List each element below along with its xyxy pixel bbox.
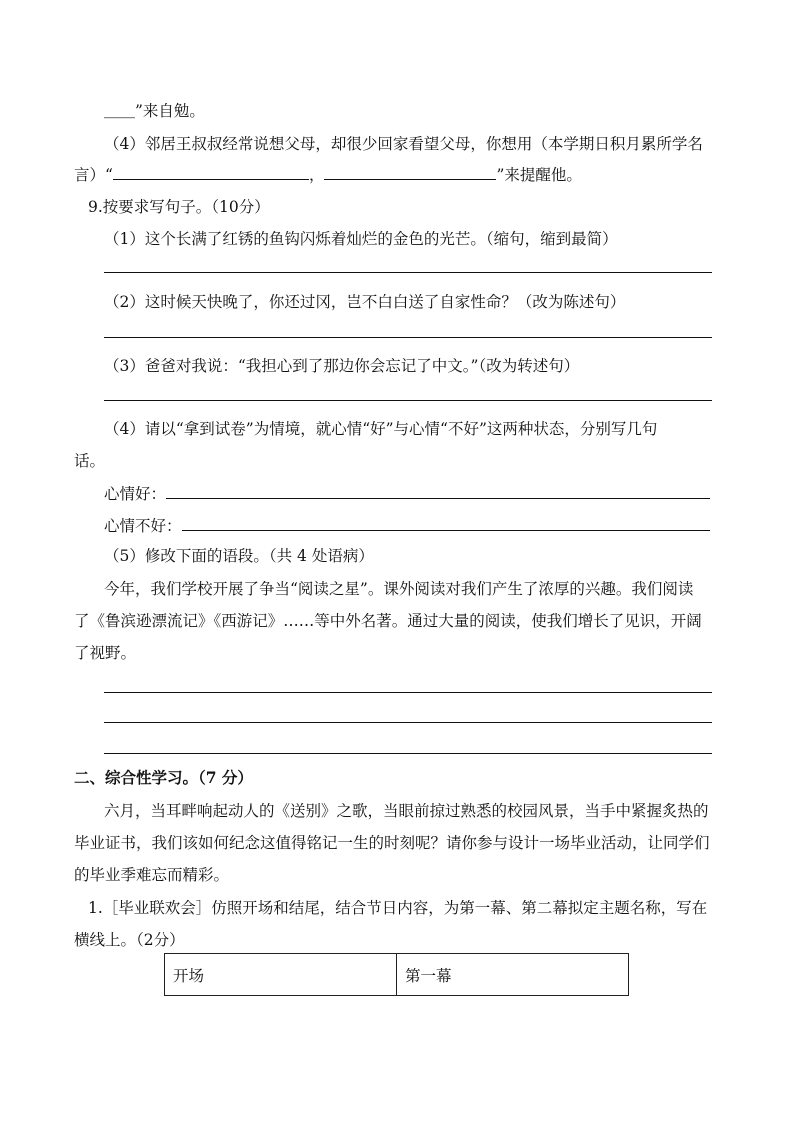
mood-good-row [104, 483, 710, 505]
passage-line: 了《鲁滨逊漂流记》《西游记》……等中外名著。通过大量的阅读，使我们增长了见识，开阔 [74, 612, 702, 630]
intro-line: 六月，当耳畔响起动人的《送别》之歌，当眼前掠过熟悉的校园风景，当手中紧握炙热的 [104, 802, 709, 820]
answer-line[interactable] [104, 720, 712, 723]
question-2-1: 1.［毕业联欢会］仿照开场和结尾，结合节日内容，为第一幕、第二幕拟定主题名称，写在 [88, 899, 708, 917]
passage-line: 今年，我们学校开展了争当“阅读之星”。课外阅读对我们产生了浓厚的兴趣。我们阅读 [104, 580, 694, 598]
mood-bad-row [104, 515, 710, 537]
question-9-4-cont: 话。 [74, 452, 106, 470]
table-cell-opening: 开场 [165, 954, 397, 996]
text-line: ＿＿”来自勉。 [104, 102, 205, 120]
intro-line: 的毕业季难忘而精彩。 [74, 866, 230, 884]
answer-line[interactable] [166, 496, 710, 499]
answer-blank[interactable] [113, 177, 309, 180]
section-2-heading: 二、综合性学习。（7 分） [74, 768, 253, 787]
question-9-5: （5）修改下面的语段。（共 4 处语病） [104, 547, 374, 565]
question-9-2: （2）这时候天快晚了，你还过冈，岂不白白送了自家性命？（改为陈述句） [104, 293, 626, 311]
question-9-4: （4）请以“拿到试卷”为情境，就心情“好”与心情“不好”这两种状态，分别写几句 [104, 420, 658, 438]
question-9-heading: 9.按要求写句子。（10分） [88, 198, 270, 216]
answer-blank[interactable] [324, 177, 496, 180]
mood-good-label: 心情好： [104, 485, 167, 503]
mood-bad-label: 心情不好： [104, 517, 182, 535]
intro-line: 毕业证书，我们该如何纪念这值得铭记一生的时刻呢？请你参与设计一场毕业活动，让同学们 [74, 834, 710, 852]
answer-line[interactable] [182, 528, 710, 531]
question-9-3: （3）爸爸对我说：“我担心到了那边你会忘记了中文。”（改为转述句） [104, 357, 580, 375]
question-9-1: （1）这个长满了红锈的鱼钩闪烁着灿烂的金色的光芒。（缩句，缩到最简） [104, 230, 618, 248]
answer-line[interactable] [104, 270, 712, 273]
passage-line: 了视野。 [74, 644, 137, 662]
answer-line[interactable] [104, 398, 712, 401]
answer-line[interactable] [104, 335, 712, 338]
question-8-4: （4）邻居王叔叔经常说想父母，却很少回家看望父母，你想用（本学期日积月累所学名 [104, 135, 703, 153]
answer-line[interactable] [104, 690, 712, 693]
answer-line[interactable] [104, 751, 712, 754]
table-cell-act-one: 第一幕 [397, 954, 629, 996]
program-table [164, 953, 629, 996]
question-8-4-cont: 言）“ ， ”来提醒他。 [74, 166, 582, 184]
question-2-1-cont: 横线上。（2分） [74, 931, 185, 949]
